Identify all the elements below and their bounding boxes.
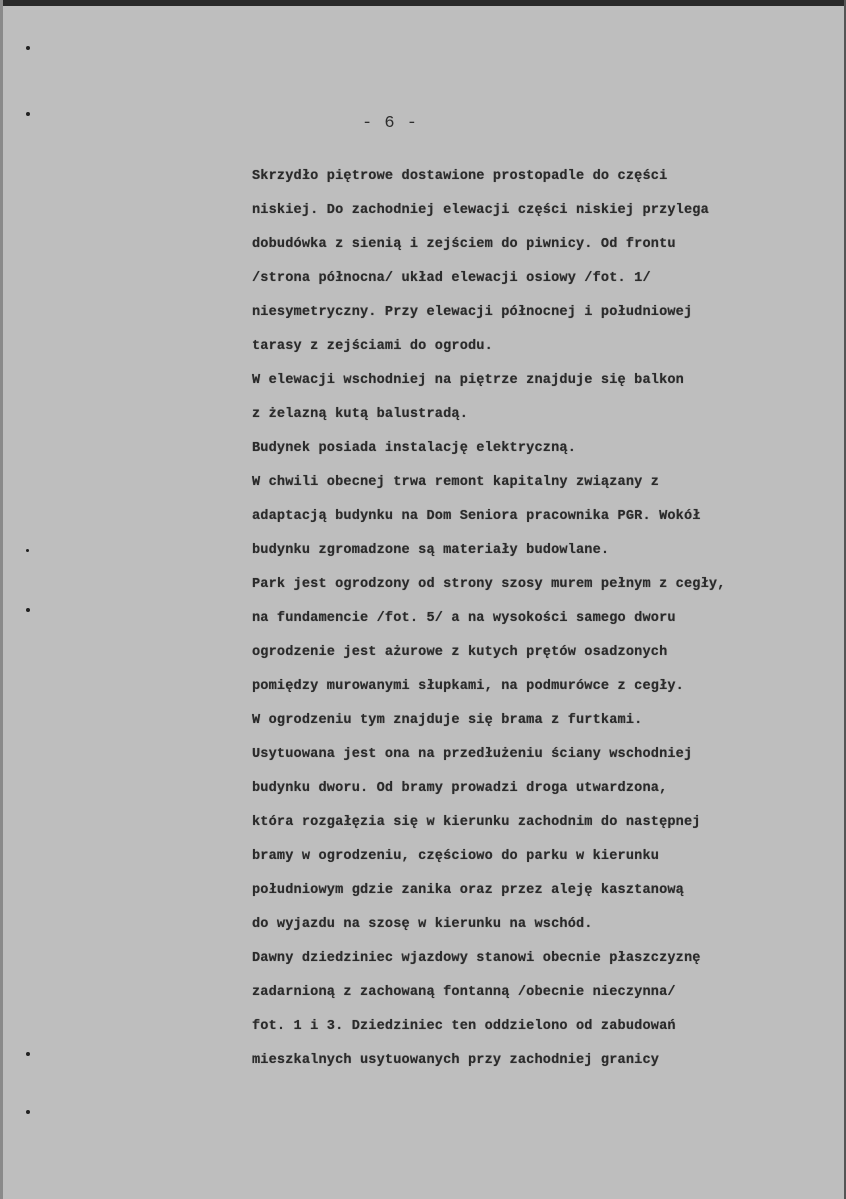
text-line: mieszkalnych usytuowanych przy zachodniej granicy: [252, 1053, 660, 1068]
text-line: Skrzydło piętrowe dostawione prostopadle do części: [252, 169, 668, 184]
scan-top-edge: [0, 0, 846, 6]
text-line: tarasy z zejściami do ogrodu.: [252, 339, 493, 354]
text-line: południowym gdzie zanika oraz przez aleję kasztanową: [252, 883, 684, 898]
punch-hole-mark: [26, 608, 30, 612]
text-line: Dawny dziedziniec wjazdowy stanowi obecnie płaszczyznę: [252, 951, 701, 966]
punch-hole-mark: [26, 1110, 30, 1114]
text-line: W ogrodzeniu tym znajduje się brama z furtkami.: [252, 713, 643, 728]
text-line: na fundamencie /fot. 5/ a na wysokości samego dworu: [252, 611, 676, 626]
text-line: która rozgałęzia się w kierunku zachodnim do następnej: [252, 815, 701, 830]
text-line: /strona północna/ układ elewacji osiowy /fot. 1/: [252, 271, 651, 286]
text-line: niesymetryczny. Przy elewacji północnej i południowej: [252, 305, 693, 320]
text-line: do wyjazdu na szosę w kierunku na wschód.: [252, 917, 593, 932]
text-line: dobudówka z sienią i zejściem do piwnicy. Od frontu: [252, 237, 676, 252]
punch-hole-mark: [26, 112, 30, 116]
text-line: Usytuowana jest ona na przedłużeniu ściany wschodniej: [252, 747, 693, 762]
text-line: adaptacją budynku na Dom Seniora pracownika PGR. Wokół: [252, 509, 701, 524]
punch-hole-mark: [26, 549, 29, 552]
text-line: pomiędzy murowanymi słupkami, na podmurówce z cegły.: [252, 679, 684, 694]
text-line: budynku zgromadzone są materiały budowlane.: [252, 543, 610, 558]
text-line: z żelazną kutą balustradą.: [252, 407, 468, 422]
text-line: fot. 1 i 3. Dziedziniec ten oddzielono od zabudowań: [252, 1019, 676, 1034]
scan-left-edge: [0, 0, 3, 1199]
text-line: ogrodzenie jest ażurowe z kutych prętów osadzonych: [252, 645, 668, 660]
text-line: niskiej. Do zachodniej elewacji części niskiej przylega: [252, 203, 709, 218]
punch-hole-mark: [26, 46, 30, 50]
text-line: W chwili obecnej trwa remont kapitalny związany z: [252, 475, 660, 490]
text-line: Park jest ogrodzony od strony szosy murem pełnym z cegły,: [252, 577, 726, 592]
text-line: budynku dworu. Od bramy prowadzi droga utwardzona,: [252, 781, 668, 796]
text-line: zadarnioną z zachowaną fontanną /obecnie nieczynna/: [252, 985, 676, 1000]
text-line: bramy w ogrodzeniu, częściowo do parku w kierunku: [252, 849, 660, 864]
text-line: W elewacji wschodniej na piętrze znajduje się balkon: [252, 373, 684, 388]
page-number: - 6 -: [362, 114, 419, 133]
text-line: Budynek posiada instalację elektryczną.: [252, 441, 576, 456]
punch-hole-mark: [26, 1052, 30, 1056]
typed-text-body: [252, 160, 842, 1078]
